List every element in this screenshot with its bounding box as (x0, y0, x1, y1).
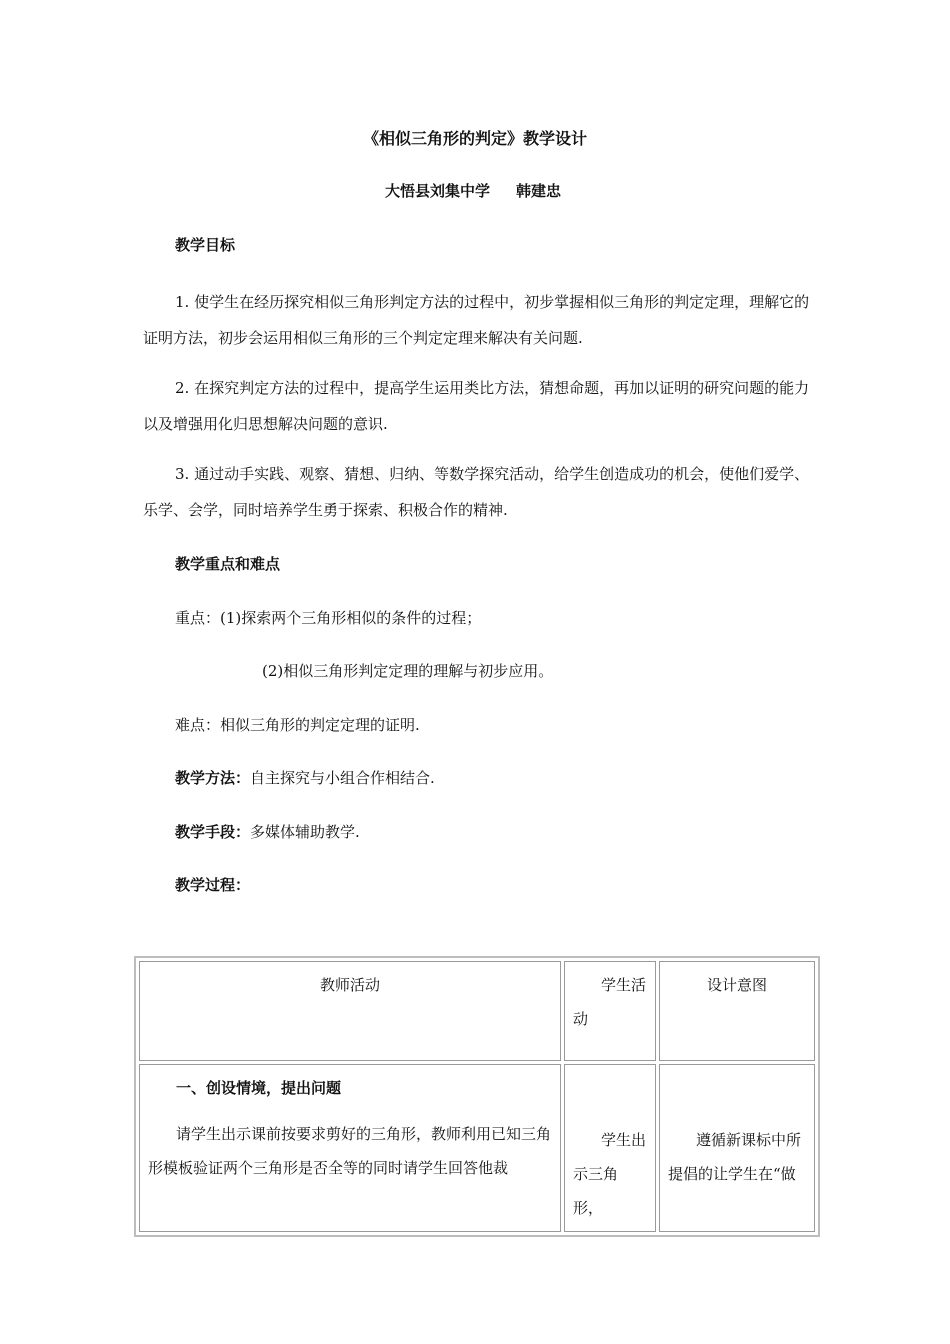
design-intent-cell (659, 1064, 815, 1232)
school-name: 大悟县刘集中学 (385, 182, 491, 200)
key-point-1: 重点：(1)探索两个三角形相似的条件的过程； (175, 609, 482, 627)
difficulty: 难点：相似三角形的判定定理的证明. (175, 716, 420, 734)
process-heading: 教学过程： (175, 876, 251, 894)
document-title: 《相似三角形的判定》教学设计 (362, 129, 587, 148)
means-value: 多媒体辅助教学. (250, 823, 360, 841)
header-design-intent: 设计意图 (659, 961, 815, 1061)
objectives-heading: 教学目标 (175, 236, 236, 254)
teacher-activity-cell (139, 1064, 561, 1232)
table-row (139, 1064, 815, 1232)
table-header-row (139, 961, 815, 1061)
teaching-process-table (134, 956, 820, 1237)
teaching-means (175, 821, 360, 842)
keypoints-heading: 教学重点和难点 (175, 555, 281, 573)
header-student-activity: 学生活动 (564, 961, 656, 1061)
author-line (385, 180, 561, 201)
section-title: 一、创设情境，提出问题 (176, 1079, 342, 1097)
objective-1: 1. 使学生在经历探究相似三角形判定方法的过程中，初步掌握相似三角形的判定定理，理解它的证明方法，初步会运用相似三角形的三个判定定理来解决有关问题. (143, 293, 810, 347)
student-activity-text: 学生出示三角形， (573, 1131, 647, 1217)
student-activity-cell (564, 1064, 656, 1232)
objective-2: 2. 在探究判定方法的过程中，提高学生运用类比方法，猜想命题，再加以证明的研究问题的能力以及增强用化归思想解决问题的意识. (143, 379, 810, 433)
header-teacher-activity: 教师活动 (139, 961, 561, 1061)
key-point-2: (2)相似三角形判定定理的理解与初步应用。 (262, 662, 554, 680)
objective-3: 3. 通过动手实践、观察、猜想、归纳、等数学探究活动，给学生创造成功的机会，使他们爱学、乐学、会学，同时培养学生勇于探索、积极合作的精神. (143, 465, 810, 519)
author-name: 韩建忠 (516, 182, 562, 200)
teacher-activity-text: 请学生出示课前按要求剪好的三角形，教师利用已知三角形模板验证两个三角形是否全等的同时请学生回答他裁 (148, 1125, 552, 1177)
teaching-method (175, 767, 435, 788)
design-intent-text: 遵循新课标中所提倡的让学生在“做 (668, 1131, 802, 1183)
method-value: 自主探究与小组合作相结合. (250, 769, 435, 787)
means-label: 教学手段： (175, 823, 251, 841)
method-label: 教学方法： (175, 769, 251, 787)
